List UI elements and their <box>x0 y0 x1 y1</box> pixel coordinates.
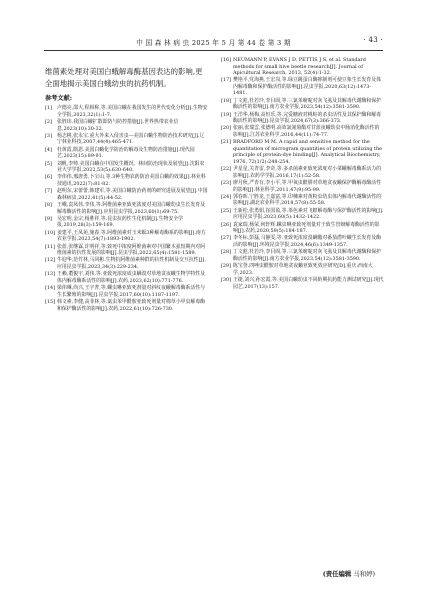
reference-text: 樊艳平,党海燕,王宏岗,等.绿豆跳蛋白酶抑制剂可使豆象生长发育及体内解毒酶和保护酶活性的影响[J].昆虫学报,2020,63(12):1473-1481. <box>233 77 382 97</box>
reference-item <box>45 257 208 270</box>
editor-name: 马和婷) <box>353 570 375 578</box>
reference-number: [9] <box>45 215 52 222</box>
reference-item <box>221 57 384 77</box>
reference-item <box>221 125 384 138</box>
reference-number: [30] <box>221 277 232 283</box>
reference-item <box>221 222 384 235</box>
reference-text: BRADFORD M M. A rapid and sensitive method for the quantitation of microgram quantities of protein utilizing the principle of protein-dye binding[J]. Analytical Biochemistry, 1976, 72(1/2):248-254. <box>233 139 383 165</box>
running-header <box>44 36 383 48</box>
reference-text: 刘帆,李帅.美国白蛾在中国发生概况、林间防治现状及展望[J].沈阳农业大学学报,2022,53(5):630-640. <box>57 160 205 174</box>
reference-item <box>45 161 208 174</box>
reference-text: 李伟伟,邢唐勇,卜宝山,等.3种生物农药防治美国白蛾的效果[J].林业科技通讯,2022(7):81-82. <box>57 174 206 187</box>
header-divider <box>44 50 383 51</box>
reference-item <box>221 277 384 290</box>
reference-text: 吴宏明,金宗,杨胜祥,等.昆虫抗药性生化机制[J].生物安全学报,2019,28(3):159-169. <box>57 215 184 229</box>
reference-number: [28] <box>221 249 232 256</box>
right-column <box>221 57 384 291</box>
reference-text: 张蓝,张继霖,许明祥,等.致死中浓度阿维菌素对中国繁木虱短期内对阿维菌素的抗性发展的影响[J].昆虫学报,2022,65(4):1581-1589. <box>57 243 206 257</box>
reference-item <box>45 216 208 229</box>
reference-number: [7] <box>45 188 52 195</box>
reference-text: 王捷,刘兴,孙宏霞,等.美国白蛾幼虫不同龄期抗药能力测试研究[J].现代园艺,2017(13):157. <box>233 277 384 290</box>
reference-number: [8] <box>45 202 52 209</box>
reference-text: 卢德亮,邵大,程相称,等.美国白蛾在我国发生的世代变化分析[J].生物安全学报,2023,32(1):1-7. <box>57 105 208 118</box>
reference-item <box>45 119 208 132</box>
reference-item <box>45 188 208 201</box>
reference-number: [3] <box>45 132 52 139</box>
reference-number: [6] <box>45 174 52 181</box>
reference-text: 廖月秋,严青有,李小平,等.甲氧虫酰肼对草地贪夜蛾保护酶解毒酶活性的影响[J].林业科学,2011,47(9):95-99. <box>233 180 382 193</box>
page-number: · 43 · <box>363 36 383 44</box>
reference-text: 王赖,董俊宇,刘伟,等.亚致死浓度成虫螨溴对草地贪夜蛾生物学特性及体内解毒酶系活性的影响[J].农药,2023,62(10):771-776. <box>57 271 206 284</box>
reference-item <box>221 166 384 179</box>
reference-number: [19] <box>221 111 232 118</box>
reference-text: 张胜玮.我国白蛾扩散即防与防控措施[J].世界热带农业信息,2023(10):30-32. <box>57 119 179 132</box>
intro-paragraph: 维菌素处理对美国白蛾解毒酶基因表达的影响,更全面地揭示美国白蛾幼虫的抗药机制。 <box>45 67 203 88</box>
reference-item <box>45 285 208 298</box>
reference-text: 丁文彪,杜若玲,李目阁,等.三氯苯嘧啶对灰飞虱及其解毒代谢酶和保护酶活性的影响[J].南方农业学报,2023,54(12):3581-3590. <box>233 249 382 262</box>
reference-number: [21] <box>221 139 232 146</box>
reference-text: 杨志桃,张永宝.重大外来入侵害虫—美国白蛾生物防治技术研究[J].辽宁林业科技,2007,44(4):465-471. <box>57 132 205 146</box>
reference-number: [10] <box>45 229 56 236</box>
reference-number: [24] <box>221 193 232 200</box>
reference-text: 郭春晖,宁胜龙,王嘉富,等.印楝素对黄粉虫幼虫体内解毒代谢酶活性的影响[J].湖北农业科学,2018,57(8):55-58. <box>233 193 382 207</box>
reference-item <box>45 271 208 284</box>
reference-text: 赵明东,宋蕾蕾,韩建军,等.美国白蛾防治药剂的研究进展及展望[J].中国森林病虫,2022,41(5):44-52. <box>57 188 208 201</box>
left-column <box>45 57 208 313</box>
reference-item <box>221 208 384 221</box>
reference-number: [2] <box>45 119 52 126</box>
reference-text: 杜黄霞,隋恩.美国白蛾化学防治的解毒及生物防治措施[J].现代园艺,2023(15):89-91. <box>57 146 195 160</box>
reference-number: [5] <box>45 160 52 167</box>
reference-number: [4] <box>45 146 52 153</box>
journal-running-head: 中 国 森 林 病 虫 2025 年 5 月 第 44 卷 第 3 期 <box>136 39 291 47</box>
reference-number: [17] <box>221 77 232 84</box>
reference-list-right <box>221 57 384 290</box>
reference-text: 张丽,张瑞雲,张德明.高效氯氰菊酯对甘蓝夜蛾幼虫中肠消化酶活性的影响[J].江苏农业科学,2016,44(11):74-77. <box>233 125 380 139</box>
reference-number: [18] <box>221 97 232 104</box>
reference-number: [12] <box>45 257 56 264</box>
reference-item <box>221 77 384 97</box>
reference-number: [26] <box>221 221 232 228</box>
reference-text: 牛迎华,范竹林,马同彬.生物抗阿维菌素种群的抗性机制及交互抗性[J].应用昆虫学报,2023,34(3):229-234. <box>57 257 206 271</box>
reference-text: 韩文素,李健,高菲林,等.氯虫苯甲酰胺亚致死剂量对棉草小甲虫解毒酶和保护酶活性的影响[J].农药,2022,61(10):726-730. <box>57 299 206 312</box>
reference-item <box>45 147 208 160</box>
reference-number: [23] <box>221 180 232 187</box>
reference-number: [11] <box>45 243 56 250</box>
reference-text: 姜建平,王凤苑,施春,等.阿维菌素对玉米螟3种解毒酶系的影响[J].南方农业学报,2023,54(7):1893-1902. <box>57 229 206 243</box>
reference-text: 陈宝誉.四唑虫酰胺对草地贪夜蛾亚致死效应研究[D].重庆:西南大学,2023. <box>233 263 373 276</box>
reference-text: 丁文彪,杜若玲,李目阁,等.三氯苯嘧啶对灰飞虱及其解毒代谢酶和保护酶活性的影响[J].南方农业学报,2023,54(12):3581-3590. <box>233 97 382 111</box>
reference-text: 梁伟琳,尚兴,王宇菁,等.螺虫啉亚致死剂量对斜纹夜蛾解毒酶系活性与生长繁殖的影响[J].昆虫学报,2017,60(10):1187-1197. <box>57 285 206 298</box>
reference-item <box>221 249 384 262</box>
reference-item <box>45 299 208 312</box>
reference-item <box>221 235 384 248</box>
reference-number: [1] <box>45 105 52 112</box>
reference-text: NEUMANN P, EVANS J D, PETTIS J S, et al. Standard methods for small hive beetle research[J]. Journal of Apicultural Research, 2013, 52(4):1-32. <box>233 57 366 77</box>
reference-text: 王洋华,杨梅,高恒乐,等.完爱糖液对桃蛀的杀虫活性及其保护酶和解毒酶活性的影响[J].昆虫学报,2024,67(3):366-373. <box>233 111 382 125</box>
reference-item <box>45 202 208 215</box>
reference-item <box>45 230 208 243</box>
reference-number: [14] <box>45 285 56 292</box>
reference-item <box>221 112 384 125</box>
reference-number: [15] <box>45 299 56 305</box>
references-heading: 参考文献: <box>45 95 73 103</box>
reference-text: 王峨,袁凤伟,李伟,等.阿维菌素亚致死浓度对美国白蛾幼虫生长发育及解毒酶活性的影响[J].应用昆虫学报,2023,60(1):69-75. <box>57 202 206 215</box>
reference-number: [25] <box>221 207 232 214</box>
reference-item <box>221 194 384 207</box>
reference-number: [29] <box>221 263 232 270</box>
editor-label: (责任编辑 <box>322 570 352 578</box>
reference-text: 李冬标,彭磊,马静雯,等.亚致死浓度溴螨酯对番茄潜叶蛾生长发育及酶活的影响[J].环境昆虫学报,2024,46(6):1349-1357. <box>233 235 382 249</box>
reference-item <box>221 180 384 193</box>
reference-item <box>45 174 208 187</box>
reference-text: 袁家瑞,杨荣,何轩辉.螺虫啉亚致死剂量对于致生管蚜解毒酶活性的影响[J].农药,2020,59(5):184-187. <box>233 221 380 235</box>
reference-number: [13] <box>45 271 56 278</box>
reference-item <box>221 98 384 111</box>
reference-list-left <box>45 105 208 312</box>
reference-number: [22] <box>221 166 232 173</box>
reference-number: [16] <box>221 57 232 63</box>
reference-number: [27] <box>221 235 232 242</box>
reference-item <box>45 133 208 146</box>
reference-item <box>221 263 384 276</box>
reference-item <box>45 105 208 118</box>
reference-number: [20] <box>221 125 232 132</box>
reference-item <box>221 139 384 165</box>
reference-text: 王新松,张勇娟,崔国盈,等.茶色素对飞蝗解毒酶与保护酶活性的影响[J].应用昆虫学报,2023,60(5):1432-1422. <box>233 207 384 221</box>
responsible-editor <box>323 569 375 578</box>
reference-item <box>45 244 208 257</box>
reference-text: 尹星星,关青雷,李奇,等.多杀菌素亚致死浓度对小菜蛾解毒酶系活力的影响[J].农药学学报,2016,17(1):52-58. <box>233 166 382 179</box>
